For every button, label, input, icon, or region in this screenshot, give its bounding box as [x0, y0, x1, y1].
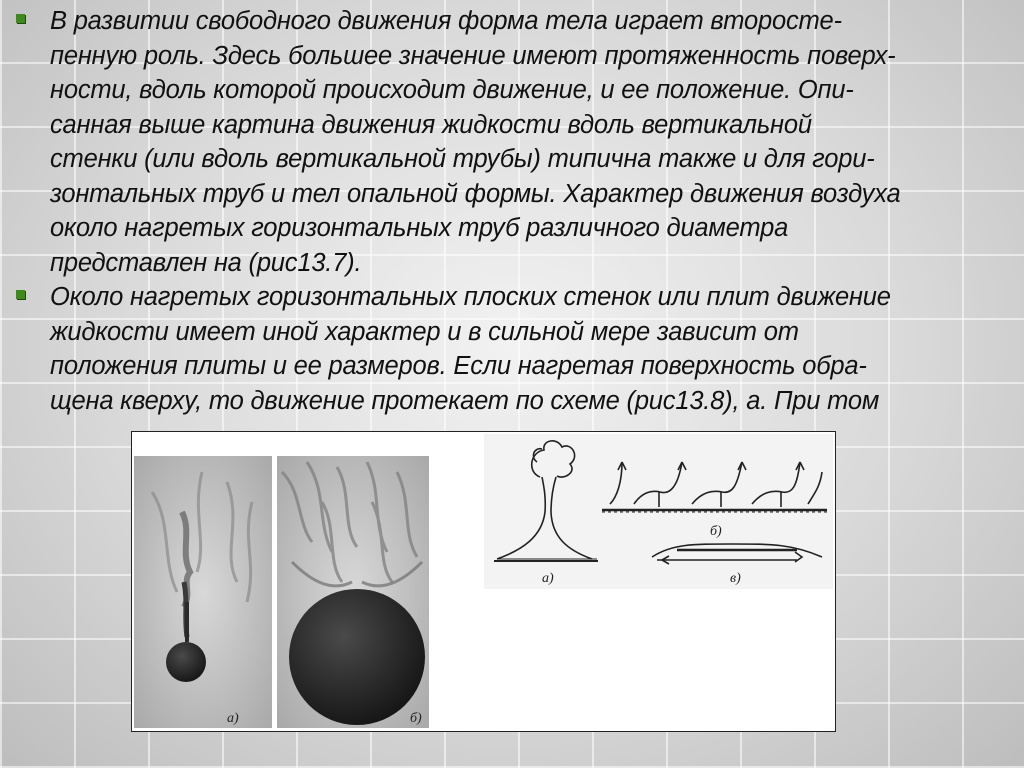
- slide-body: [10, 4, 1015, 418]
- bullet-square-icon: [16, 290, 25, 299]
- photo-large-tube: [277, 456, 429, 728]
- text-line: Около нагретых горизонтальных плоских стенок или плит движение: [50, 283, 891, 311]
- diagram-label-c: в): [730, 571, 741, 586]
- text-line: представлен на (рис13.7).: [50, 248, 362, 277]
- bullet-paragraph-2: [10, 280, 1015, 418]
- figure-drawing: [132, 432, 835, 731]
- text-line: стенки (или вдоль вертикальной трубы) типична также и для гори-: [50, 145, 875, 173]
- photo-label-a: а): [227, 711, 239, 726]
- text-line: зонтальных труб и тел опальной формы. Характер движения воздуха: [50, 179, 901, 208]
- bullet-paragraph-1: [10, 4, 1015, 280]
- diagram-label-a: а): [542, 571, 554, 586]
- text-line: положения плиты и ее размеров. Если нагретая поверхность обра-: [50, 352, 867, 380]
- bullet-square-icon: [16, 14, 25, 23]
- convection-figure: [131, 431, 836, 732]
- text-line: жидкости имеет иной характер и в сильной мере зависит от: [50, 317, 799, 346]
- text-line: ности, вдоль которой происходит движение, и ее положение. Опи-: [50, 76, 854, 104]
- text-line: санная выше картина движения жидкости вдоль вертикальной: [50, 110, 812, 139]
- text-line: щена кверху, то движение протекает по схеме (рис13.8), а. При том: [50, 386, 880, 415]
- photo-label-b: б): [410, 711, 422, 726]
- text-line: пенную роль. Здесь большее значение имеют протяженность поверх-: [50, 41, 896, 70]
- text-line: В развитии свободного движения форма тела играет второсте-: [50, 7, 842, 35]
- text-line: около нагретых горизонтальных труб различного диаметра: [50, 214, 789, 242]
- photo-small-tube: [134, 456, 272, 728]
- diagram-label-b: б): [710, 524, 722, 539]
